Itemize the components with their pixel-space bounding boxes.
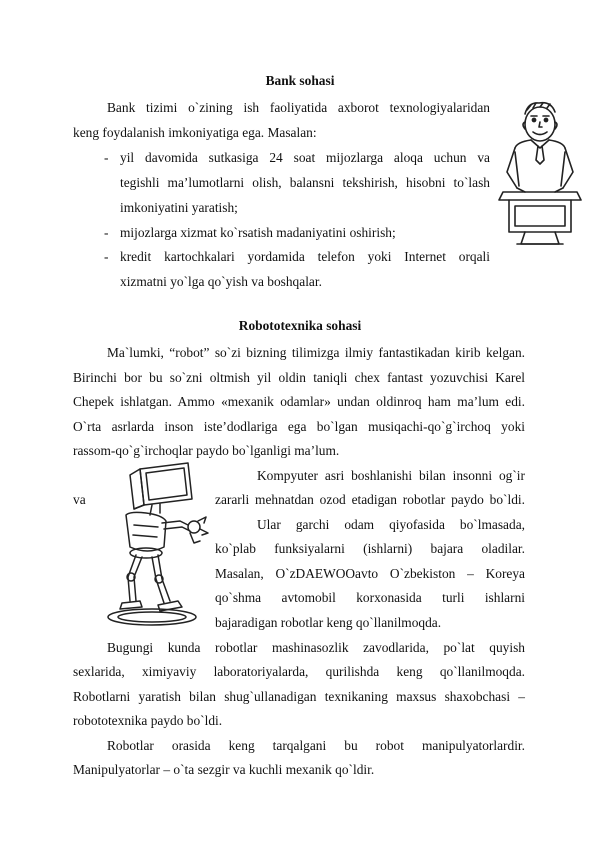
bank-intro-line-2: keng foydalanish imkoniyatiga ega. Masalan: bbox=[73, 125, 317, 140]
robot-para4-line-1: Bugungi kunda robotlar mashinasozlik zavodlarida, po`lat quyish bbox=[107, 640, 525, 655]
bank-intro-line-1: Bank tizimi o`zining ish faoliyatida axborot texnologiyalaridan bbox=[107, 100, 490, 115]
robot-para2-line-2: zararli mehnatdan ozod etadigan robotlar paydo bo`ldi. bbox=[215, 492, 525, 507]
robot-para1-line-2: Birinchi bor bu so`zni oltmish yil oldin taniqli chex fantast yozuvchisi Karel bbox=[73, 370, 525, 385]
robot-para1-line-4: O`rta asrlarda inson iste’dodlariga ega bo`lgan musiqachi-qo`g`irchoq yoki bbox=[73, 419, 525, 434]
robot-para3-line-2: ko`plab funksiyalarni (ishlarni) bajara oladilar. bbox=[215, 541, 525, 556]
list-dash: - bbox=[104, 150, 109, 165]
list-dash: - bbox=[104, 249, 109, 264]
robot-para3-line-3: Masalan, O`zDAEWOOavto O`zbekiston – Koreya bbox=[215, 566, 525, 581]
robot-para3-line-4: qo`shma avtomobil korxonasida turli ishlarni bbox=[215, 590, 525, 605]
robot-illustration bbox=[100, 455, 212, 635]
robot-para5-line-1: Robotlar orasida keng tarqalgani bu robot manipulyatorlardir. bbox=[107, 738, 525, 753]
section-title-robot: Robototexnika sohasi bbox=[238, 318, 362, 333]
section-title-bank: Bank sohasi bbox=[265, 73, 335, 88]
robot-para1-line-5: rassom-qo`g`irchoqlar paydo bo`lganligi ma’lum. bbox=[73, 443, 340, 458]
person-at-computer-illustration bbox=[495, 96, 585, 248]
robot-para2-left-word: va bbox=[73, 492, 86, 507]
robot-para1-line-3: Chepek ishlatgan. Ammo «mexanik odamlar» undan oldinroq ham ma’lum edi. bbox=[73, 394, 525, 409]
bank-list-item-3-line-2: xizmatni yo`lga qo`yish va boshqalar. bbox=[120, 274, 322, 289]
robot-para1-line-1: Ma`lumki, “robot” so`zi bizning tilimizga ilmiy fantastikadan kirib kelgan. bbox=[107, 345, 525, 360]
list-dash: - bbox=[104, 225, 109, 240]
robot-para4-line-4: robototexnika paydo bo`ldi. bbox=[73, 713, 223, 728]
bank-list-item-1-line-2: tegishli ma’lumotlarni olish, balansni tekshirish, hisobni to`lash bbox=[120, 175, 490, 190]
robot-para5-line-2: Manipulyatorlar – o`ta sezgir va kuchli mexanik qo`ldir. bbox=[73, 762, 375, 777]
robot-para4-line-2: sexlarida, ximiyaviy laboratoriyalarda, qurilishda keng qo`llanilmoqda. bbox=[73, 664, 525, 679]
robot-para2-line-1: Kompyuter asri boshlanishi bilan insonni og`ir bbox=[257, 468, 525, 483]
bank-list-item-2-line-1: mijozlarga xizmat ko`rsatish madaniyatini oshirish; bbox=[120, 225, 396, 240]
bank-list-item-3-line-1: kredit kartochkalari yordamida telefon yoki Internet orqali bbox=[120, 249, 490, 264]
robot-para3-line-5: bajaradigan robotlar keng qo`llanilmoqda. bbox=[215, 615, 442, 630]
robot-para3-line-1: Ular garchi odam qiyofasida bo`lmasada, bbox=[257, 517, 525, 532]
robot-para4-line-3: Robotlarni yaratish bilan shug`ullanadigan texnikaning maxsus shaxobchasi – bbox=[73, 689, 525, 704]
bank-list-item-1-line-3: imkoniyatini yaratish; bbox=[120, 200, 238, 215]
bank-list-item-1-line-1: yil davomida sutkasiga 24 soat mijozlarga aloqa uchun va bbox=[120, 150, 490, 165]
